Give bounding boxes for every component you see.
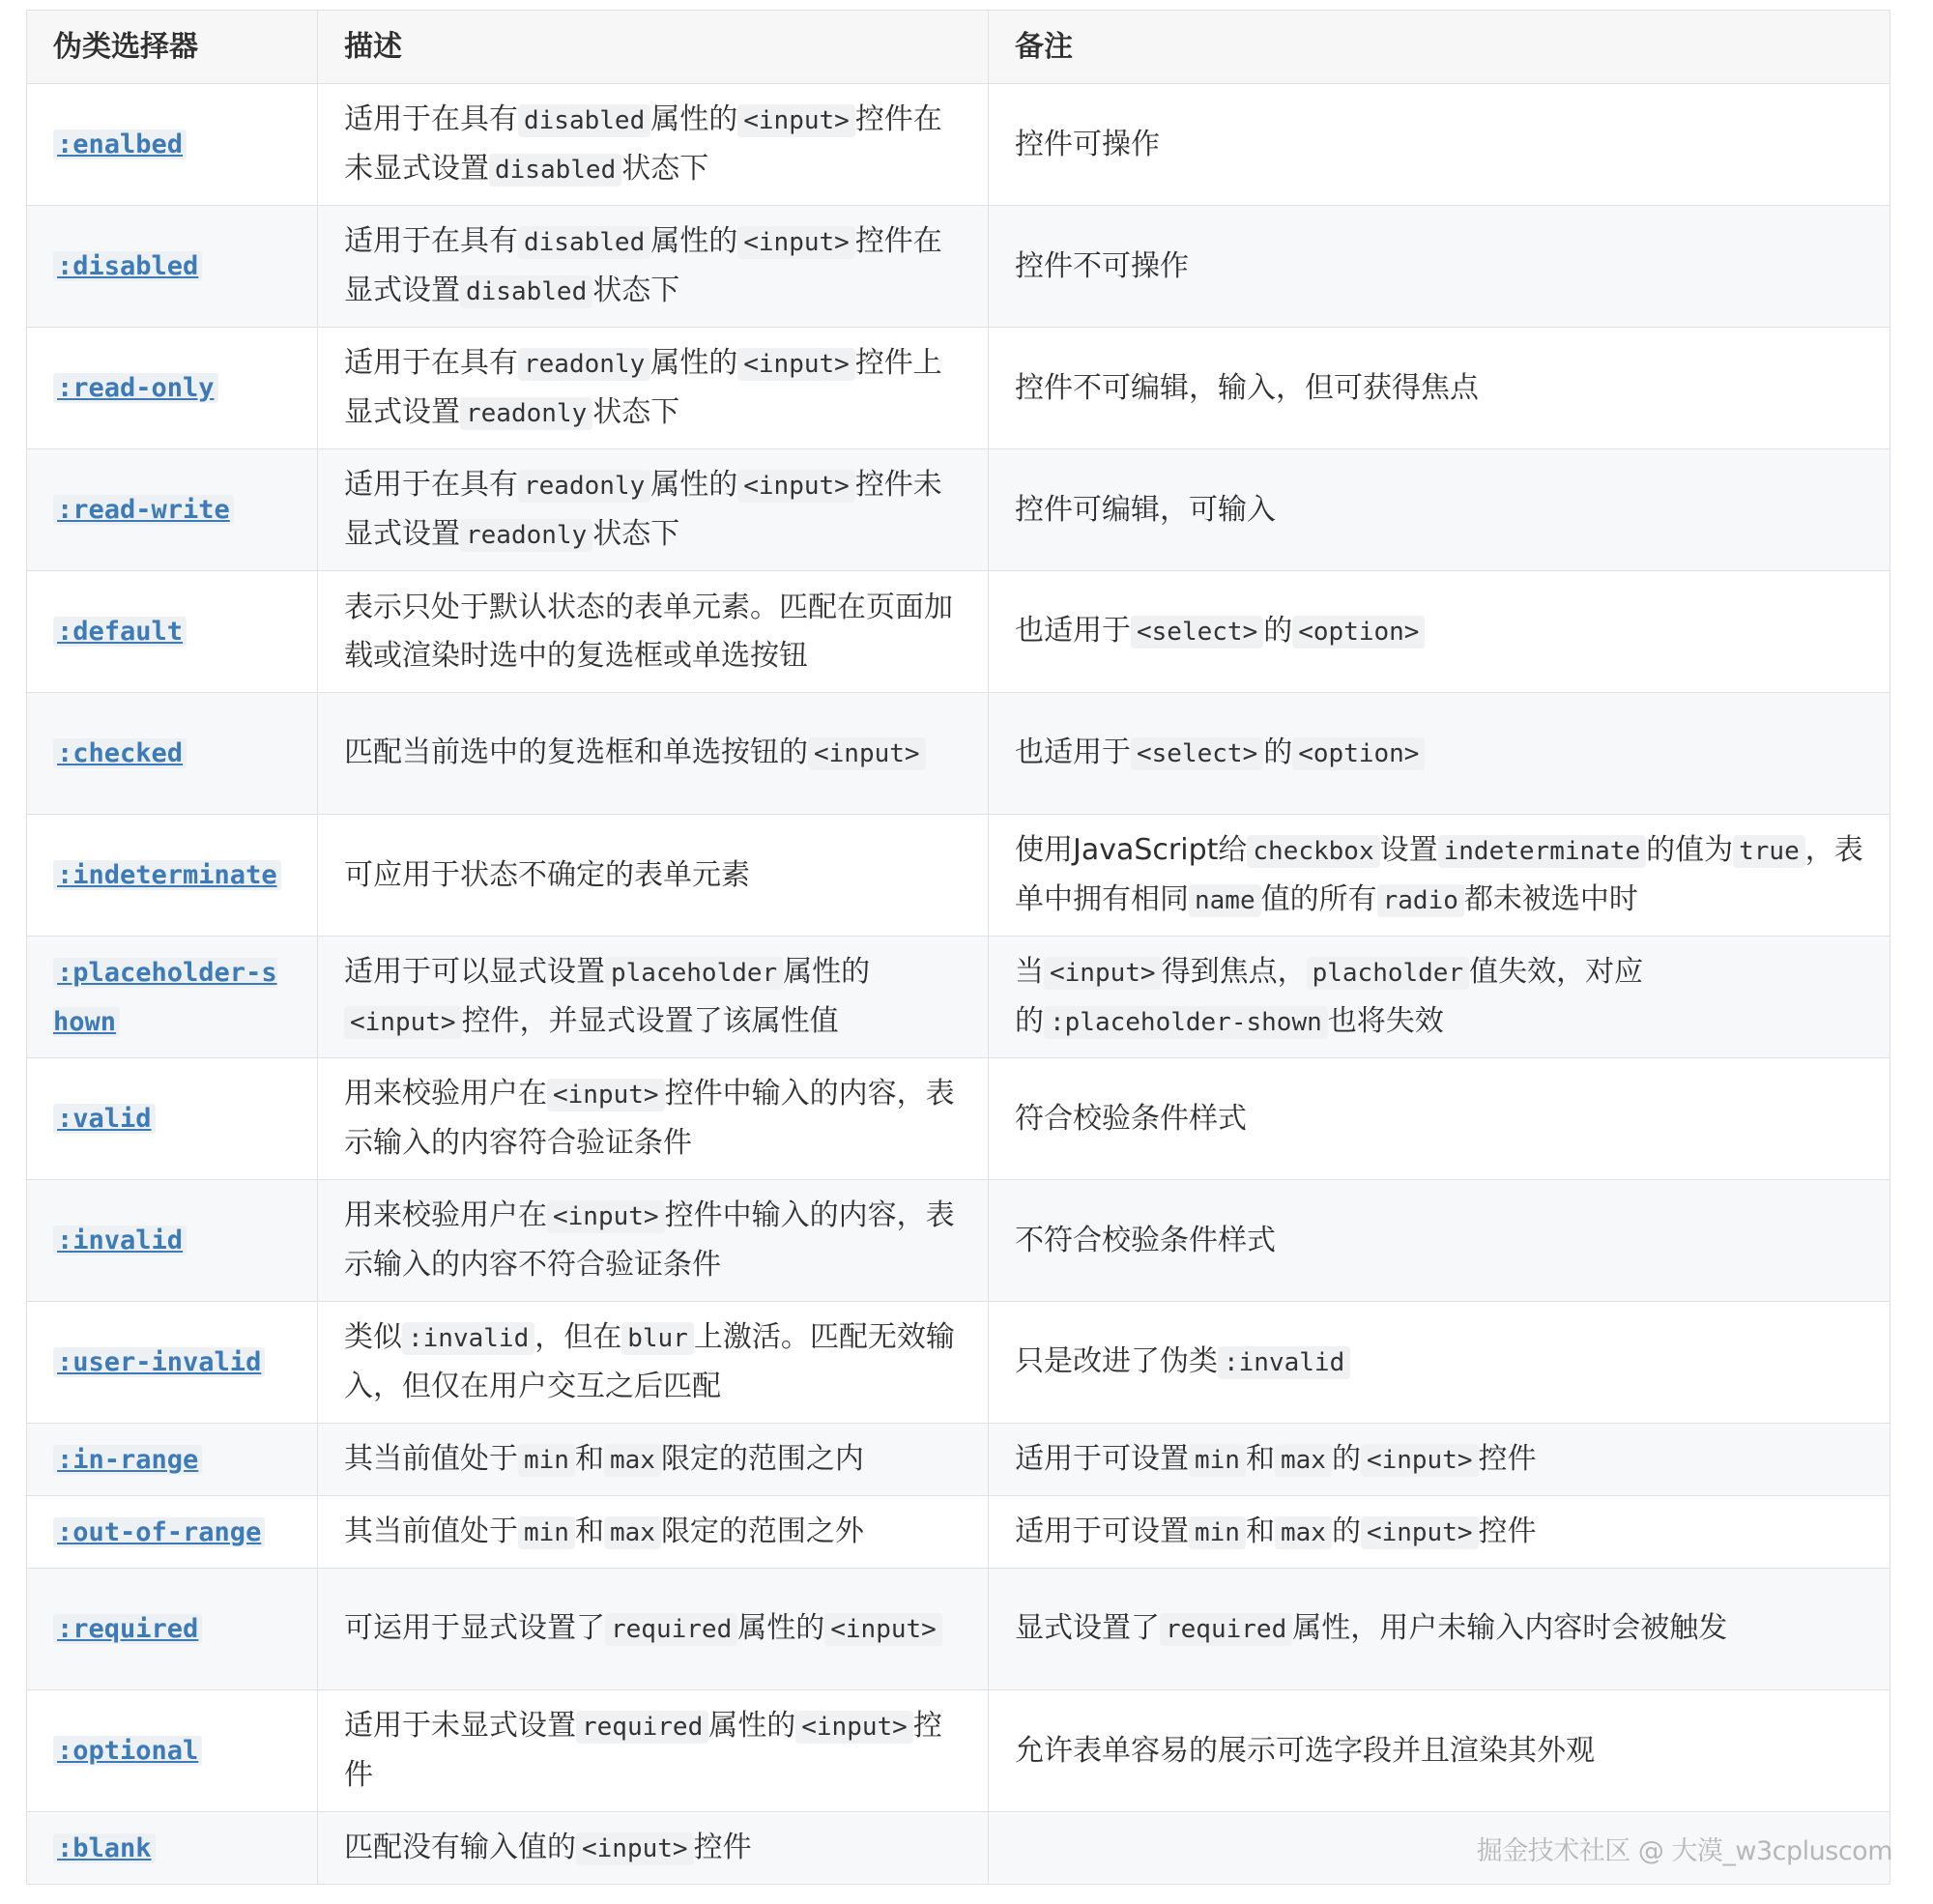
cell-text: 适用于在具有	[344, 223, 518, 258]
selector-cell	[27, 1424, 318, 1496]
cell-text: 符合校验条件样式	[1015, 1101, 1247, 1136]
inline-code: max	[604, 1444, 661, 1477]
cell-text: 都未被选中时	[1463, 881, 1638, 916]
description-cell	[318, 1302, 989, 1424]
description-cell	[318, 206, 989, 328]
selector-cell	[27, 1180, 318, 1302]
inline-code: name	[1189, 884, 1261, 917]
description-cell	[318, 1812, 989, 1885]
description-cell	[318, 1180, 989, 1302]
inline-code: readonly	[518, 348, 650, 381]
table-row	[27, 693, 1890, 815]
selector-link[interactable]: :checked	[53, 738, 187, 768]
cell-text: 可应用于状态不确定的表单元素	[344, 857, 750, 892]
description-cell	[318, 815, 989, 937]
cell-text: 值失效，对应的	[1015, 954, 1644, 1038]
description-cell	[318, 1690, 989, 1812]
selector-cell	[27, 693, 318, 815]
inline-code: <input>	[547, 1079, 665, 1111]
cell-text: 的	[1263, 614, 1293, 648]
table-row	[27, 1302, 1890, 1424]
cell-text: 也适用于	[1015, 736, 1131, 769]
cell-text: 的值为	[1646, 832, 1734, 867]
cell-text: 设置	[1379, 832, 1438, 867]
table-header	[27, 11, 1890, 84]
table-row	[27, 1569, 1890, 1690]
cell-text: 属性的	[650, 101, 738, 136]
inline-code: max	[1275, 1444, 1332, 1477]
selector-link[interactable]: :required	[53, 1614, 202, 1644]
cell-text: 值的所有	[1260, 881, 1377, 916]
inline-code: min	[518, 1444, 575, 1477]
table-row	[27, 328, 1890, 449]
selector-cell	[27, 84, 318, 206]
cell-text: 其当前值处于	[344, 1441, 518, 1476]
table-row	[27, 1496, 1890, 1569]
cell-text: 和	[1245, 1441, 1275, 1476]
cell-text: 类似	[344, 1320, 402, 1354]
cell-text: 控件，并显式设置了该属性值	[461, 1003, 839, 1038]
selector-cell	[27, 937, 318, 1058]
cell-text: 用来校验用户在	[344, 1077, 547, 1111]
cell-text: 的	[1331, 1441, 1361, 1476]
inline-code: readonly	[460, 519, 592, 552]
note-cell	[989, 1424, 1890, 1496]
selector-link[interactable]: :read-only	[53, 373, 218, 403]
note-cell	[989, 1496, 1890, 1569]
table-row	[27, 937, 1890, 1058]
cell-text: 和	[574, 1514, 604, 1548]
cell-text: 限定的范围之内	[660, 1441, 864, 1476]
description-cell	[318, 571, 989, 693]
inline-code: required	[576, 1711, 708, 1744]
cell-text: 允许表单容易的展示可选字段并且渲染其外观	[1015, 1733, 1595, 1768]
cell-text: 属性的	[708, 1709, 796, 1743]
inline-code: disabled	[518, 104, 650, 137]
cell-text: 只是改进了伪类	[1015, 1344, 1218, 1378]
selector-link[interactable]: :blank	[53, 1833, 156, 1863]
selector-link[interactable]: :out-of-range	[53, 1517, 265, 1547]
note-cell	[989, 693, 1890, 815]
cell-text: 的	[1263, 736, 1293, 769]
cell-text: ，但在	[534, 1320, 622, 1354]
cell-text: 属性的	[783, 954, 871, 989]
note-cell	[989, 1302, 1890, 1424]
note-cell	[989, 84, 1890, 206]
table-row	[27, 1424, 1890, 1496]
selector-link[interactable]: :disabled	[53, 251, 202, 281]
note-cell	[989, 1180, 1890, 1302]
selector-cell	[27, 1058, 318, 1180]
cell-text: 控件未显式设置	[344, 467, 942, 551]
cell-text: 状态下	[592, 516, 680, 551]
description-cell	[318, 449, 989, 571]
cell-text: 当	[1015, 954, 1044, 989]
selector-cell	[27, 571, 318, 693]
inline-code: required	[1160, 1613, 1292, 1646]
selector-link[interactable]: :valid	[53, 1104, 156, 1134]
table-row	[27, 1690, 1890, 1812]
inline-code: <input>	[808, 737, 926, 770]
cell-text: 控件可操作	[1015, 127, 1160, 161]
inline-code: disabled	[489, 154, 621, 187]
selector-cell	[27, 1690, 318, 1812]
selector-cell	[27, 1302, 318, 1424]
pseudo-class-table	[26, 10, 1890, 1885]
note-cell	[989, 1690, 1890, 1812]
description-cell	[318, 1058, 989, 1180]
cell-text: 适用于未显式设置	[344, 1709, 576, 1743]
inline-code: radio	[1377, 884, 1464, 917]
cell-text: 控件	[344, 1709, 942, 1792]
cell-text: 属性的	[650, 223, 738, 258]
note-cell	[989, 206, 1890, 328]
selector-cell	[27, 1569, 318, 1690]
inline-code: max	[604, 1516, 661, 1549]
selector-cell	[27, 1496, 318, 1569]
cell-text: 状态下	[592, 394, 680, 429]
inline-code: <option>	[1292, 737, 1425, 770]
selector-link[interactable]: :read-write	[53, 495, 234, 525]
table-row	[27, 1180, 1890, 1302]
inline-code: <input>	[1361, 1444, 1479, 1477]
description-cell	[318, 693, 989, 815]
selector-link[interactable]: :optional	[53, 1736, 202, 1766]
cell-text: 可运用于显式设置了	[344, 1611, 605, 1645]
cell-text: 匹配没有输入值的	[344, 1830, 576, 1864]
inline-code: min	[1189, 1516, 1246, 1549]
inline-code: checkbox	[1247, 835, 1379, 868]
cell-text: 控件中输入的内容，表示输入的内容符合验证条件	[344, 1077, 955, 1160]
note-cell	[989, 1058, 1890, 1180]
inline-code: <select>	[1131, 737, 1263, 770]
cell-text: 属性，用户未输入内容时会被触发	[1292, 1611, 1728, 1645]
inline-code: :invalid	[1218, 1346, 1350, 1379]
inline-code: <input>	[547, 1200, 665, 1233]
selector-link[interactable]: :indeterminate	[53, 860, 281, 890]
cell-text: 控件不可编辑，输入，但可获得焦点	[1015, 370, 1479, 405]
selector-cell	[27, 328, 318, 449]
inline-code: :placeholder-shown	[1044, 1006, 1328, 1039]
header-description: 描述	[318, 11, 989, 84]
inline-code: <input>	[824, 1613, 942, 1646]
cell-text: 控件中输入的内容，表示输入的内容不符合验证条件	[344, 1198, 955, 1282]
description-cell	[318, 328, 989, 449]
cell-text: 得到焦点，	[1161, 954, 1307, 989]
selector-cell	[27, 815, 318, 937]
inline-code: max	[1275, 1516, 1332, 1549]
cell-text: 控件	[1478, 1514, 1537, 1548]
cell-text: 其当前值处于	[344, 1514, 518, 1548]
watermark: 掘金技术社区 @ 大漠_w3cpluscom	[1476, 1836, 1892, 1866]
cell-text: 适用于可以显式设置	[344, 954, 605, 989]
table-row	[27, 1058, 1890, 1180]
cell-text: 也将失效	[1327, 1003, 1444, 1038]
inline-code: min	[518, 1516, 575, 1549]
cell-text: 状态下	[621, 151, 709, 186]
cell-text: 属性的	[650, 345, 738, 380]
cell-text: 和	[574, 1441, 604, 1476]
table-row	[27, 206, 1890, 328]
table-row	[27, 84, 1890, 206]
cell-text: 适用于可设置	[1015, 1441, 1189, 1476]
cell-text: 适用于在具有	[344, 345, 518, 380]
cell-text: ，表单中拥有相同	[1015, 832, 1863, 916]
table-row	[27, 815, 1890, 937]
cell-text: 显式设置了	[1015, 1611, 1160, 1645]
inline-code: readonly	[460, 397, 592, 430]
note-cell	[989, 815, 1890, 937]
inline-code: <input>	[1044, 957, 1162, 990]
inline-code: <option>	[1292, 616, 1425, 649]
cell-text: 控件在未显式设置	[344, 101, 942, 186]
inline-code: <input>	[1361, 1516, 1479, 1549]
inline-code: readonly	[518, 470, 650, 503]
cell-text: 表示只处于默认状态的表单元素。匹配在页面加载或渲染时选中的复选框或单选按钮	[344, 590, 953, 673]
selector-link[interactable]: :user-invalid	[53, 1347, 265, 1377]
selector-link[interactable]: :placeholder-shown	[53, 957, 277, 1037]
header-selector: 伪类选择器	[27, 11, 318, 84]
cell-text: 的	[1331, 1514, 1361, 1548]
cell-text: 控件可编辑，可输入	[1015, 492, 1276, 527]
inline-code: placeholder	[605, 957, 783, 990]
cell-text: 上激活。匹配无效输入，但仅在用户交互之后匹配	[344, 1320, 955, 1403]
inline-code: required	[605, 1613, 737, 1646]
cell-text: 控件上显式设置	[344, 345, 942, 429]
cell-text: 和	[1245, 1514, 1275, 1548]
cell-text: 状态下	[592, 273, 680, 307]
description-cell	[318, 84, 989, 206]
description-cell	[318, 1569, 989, 1690]
selector-cell	[27, 449, 318, 571]
cell-text: 也适用于	[1015, 614, 1131, 648]
inline-code: <input>	[795, 1711, 913, 1744]
description-cell	[318, 1424, 989, 1496]
cell-text: 属性的	[737, 1611, 825, 1645]
note-cell	[989, 1569, 1890, 1690]
inline-code: min	[1189, 1444, 1246, 1477]
inline-code: <input>	[737, 348, 855, 381]
cell-text: 不符合校验条件样式	[1015, 1223, 1276, 1257]
inline-code: disabled	[518, 226, 650, 259]
inline-code: true	[1733, 835, 1805, 868]
inline-code: <input>	[737, 104, 855, 137]
table-body	[27, 84, 1890, 1885]
cell-text: 属性的	[650, 467, 738, 502]
note-cell	[989, 937, 1890, 1058]
note-cell	[989, 328, 1890, 449]
inline-code: indeterminate	[1438, 835, 1647, 868]
cell-text: 适用于在具有	[344, 101, 518, 136]
cell-text: 控件在显式设置	[344, 223, 942, 307]
header-note: 备注	[989, 11, 1890, 84]
description-cell	[318, 1496, 989, 1569]
selector-cell	[27, 206, 318, 328]
selector-cell	[27, 1812, 318, 1885]
selector-link[interactable]: :default	[53, 617, 187, 647]
header-row	[27, 11, 1890, 84]
cell-text: 匹配当前选中的复选框和单选按钮的	[344, 736, 808, 769]
cell-text: 限定的范围之外	[660, 1514, 864, 1548]
note-cell	[989, 449, 1890, 571]
inline-code: <input>	[344, 1006, 462, 1039]
inline-code: :invalid	[402, 1322, 534, 1355]
inline-code: disabled	[460, 275, 592, 308]
selector-link[interactable]: :in-range	[53, 1445, 202, 1475]
inline-code: blur	[621, 1322, 694, 1355]
inline-code: placholder	[1307, 957, 1470, 990]
cell-text: 适用于可设置	[1015, 1514, 1189, 1548]
cell-text: 控件	[693, 1830, 752, 1864]
cell-text: 用来校验用户在	[344, 1198, 547, 1232]
inline-code: <input>	[737, 470, 855, 503]
cell-text: 控件	[1478, 1441, 1537, 1476]
selector-link[interactable]: :enalbed	[53, 130, 187, 159]
table-row	[27, 571, 1890, 693]
inline-code: <input>	[737, 226, 855, 259]
table-row	[27, 449, 1890, 571]
inline-code: <select>	[1131, 616, 1263, 649]
inline-code: <input>	[576, 1832, 694, 1865]
selector-link[interactable]: :invalid	[53, 1226, 187, 1255]
cell-text: 适用于在具有	[344, 467, 518, 502]
description-cell	[318, 937, 989, 1058]
note-cell	[989, 571, 1890, 693]
cell-text: 控件不可操作	[1015, 248, 1189, 283]
cell-text: 使用JavaScript给	[1015, 832, 1248, 867]
